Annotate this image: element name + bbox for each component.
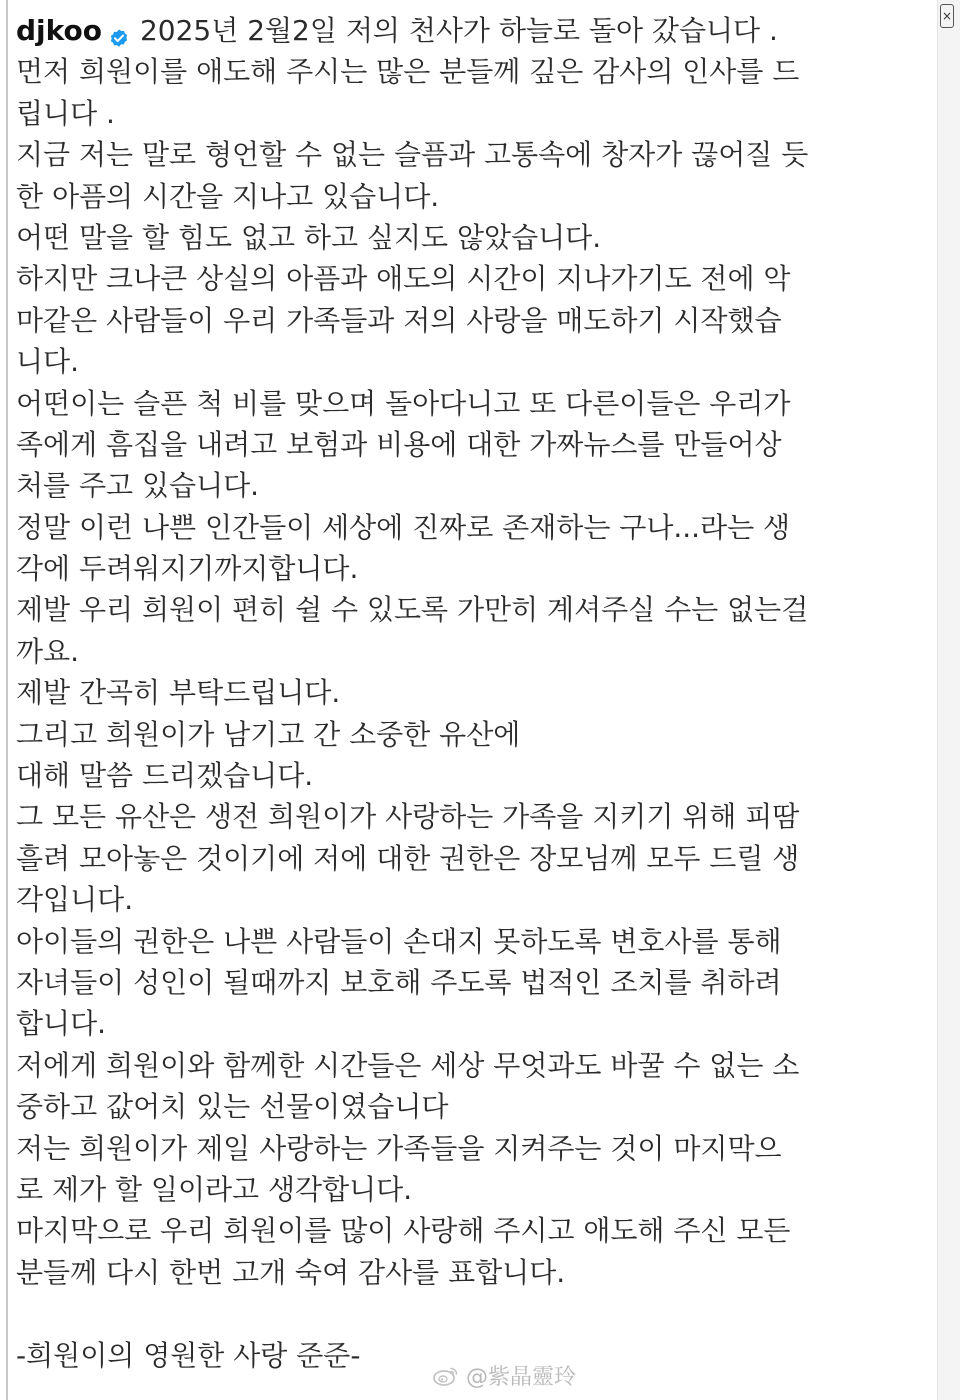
caption-line: 마같은 사람들이 우리 가족들과 저의 사랑을 매도하기 시작했습 — [16, 303, 782, 337]
caption-line: 로 제가 할 일이라고 생각합니다. — [16, 1172, 413, 1206]
caption-line: 까요. — [16, 634, 79, 668]
caption-line: 족에게 흠집을 내려고 보험과 비용에 대한 가짜뉴스를 만들어상 — [16, 427, 782, 461]
caption-line: 니다. — [16, 345, 79, 379]
caption-line: 합니다. — [16, 1007, 107, 1041]
caption-line: 저는 희원이가 제일 사랑하는 가족들을 지켜주는 것이 마지막으 — [16, 1131, 782, 1165]
caption-line: 지금 저는 말로 형언할 수 없는 슬픔과 고통속에 창자가 끊어질 듯 — [16, 138, 809, 172]
left-border — [6, 0, 8, 1400]
caption-line: 대해 말씀 드리겠습니다. — [16, 759, 314, 793]
caption-line: 한 아픔의 시간을 지나고 있습니다. — [16, 179, 440, 213]
caption-line: 중하고 값어치 있는 선물이였습니다 — [16, 1090, 449, 1124]
caption-line: 저에게 희원이와 함께한 시간들은 세상 무엇과도 바꿀 수 없는 소 — [16, 1048, 800, 1082]
watermark-text: @紫晶靈玲 — [466, 1365, 577, 1390]
caption-line: 먼저 희원이를 애도해 주시는 많은 분들께 깊은 감사의 인사를 드 — [16, 55, 800, 89]
caption-body — [16, 51, 916, 1293]
caption-line: 제발 우리 희원이 편히 쉴 수 있도록 가만히 계셔주실 수는 없는걸 — [16, 593, 809, 627]
caption-line: 어떤 말을 할 힘도 없고 하고 싶지도 않았습니다. — [16, 220, 602, 254]
blank-line — [16, 1293, 916, 1334]
caption-line: 분들께 다시 한번 고개 숙여 감사를 표합니다. — [16, 1255, 566, 1289]
caption-line: 마지막으로 우리 희원이를 많이 사랑해 주시고 애도해 주신 모든 — [16, 1214, 791, 1248]
username[interactable]: djkoo — [16, 14, 102, 47]
scrollbar[interactable] — [937, 0, 960, 1400]
caption-content — [16, 10, 916, 1376]
caption-line: 어떤이는 슬픈 척 비를 맞으며 돌아다니고 또 다른이들은 우리가 — [16, 386, 791, 420]
caption-first-line: 2025년 2월2일 저의 천사가 하늘로 돌아 갔습니다 . — [139, 14, 778, 47]
caption-line: 처를 주고 있습니다. — [16, 469, 260, 503]
caption-line: 각에 두려워지기까지합니다. — [16, 552, 359, 586]
signature-line: -희원이의 영원한 사랑 준준- — [16, 1338, 361, 1372]
verified-badge-icon — [108, 20, 130, 42]
caption-line: 제발 간곡히 부탁드립니다. — [16, 676, 341, 710]
caption-line: 자녀들이 성인이 될때까지 보호해 주도록 법적인 조치를 취하려 — [16, 965, 782, 999]
caption-line: 립니다 . — [16, 96, 115, 130]
caption-line: 그 모든 유산은 생전 희원이가 사랑하는 가족을 지키기 위해 피땀 — [16, 800, 800, 834]
caption-header-line — [16, 10, 916, 51]
watermark — [432, 1360, 576, 1391]
caption-line: 하지만 크나큰 상실의 아픔과 애도의 시간이 지나가기도 전에 악 — [16, 262, 791, 296]
caption-line: 아이들의 권한은 나쁜 사람들이 손대지 못하도록 변호사를 통해 — [16, 924, 782, 958]
caption-line: 각입니다. — [16, 883, 134, 917]
weibo-logo-icon — [432, 1365, 460, 1387]
caption-line: 흘려 모아놓은 것이기에 저에 대한 권한은 장모님께 모두 드릴 생 — [16, 841, 800, 875]
caption-line: 정말 이런 나쁜 인간들이 세상에 진짜로 존재하는 구나...라는 생 — [16, 510, 791, 544]
caption-line: 그리고 희원이가 남기고 간 소중한 유산에 — [16, 717, 521, 751]
close-icon[interactable]: × — [940, 4, 954, 28]
